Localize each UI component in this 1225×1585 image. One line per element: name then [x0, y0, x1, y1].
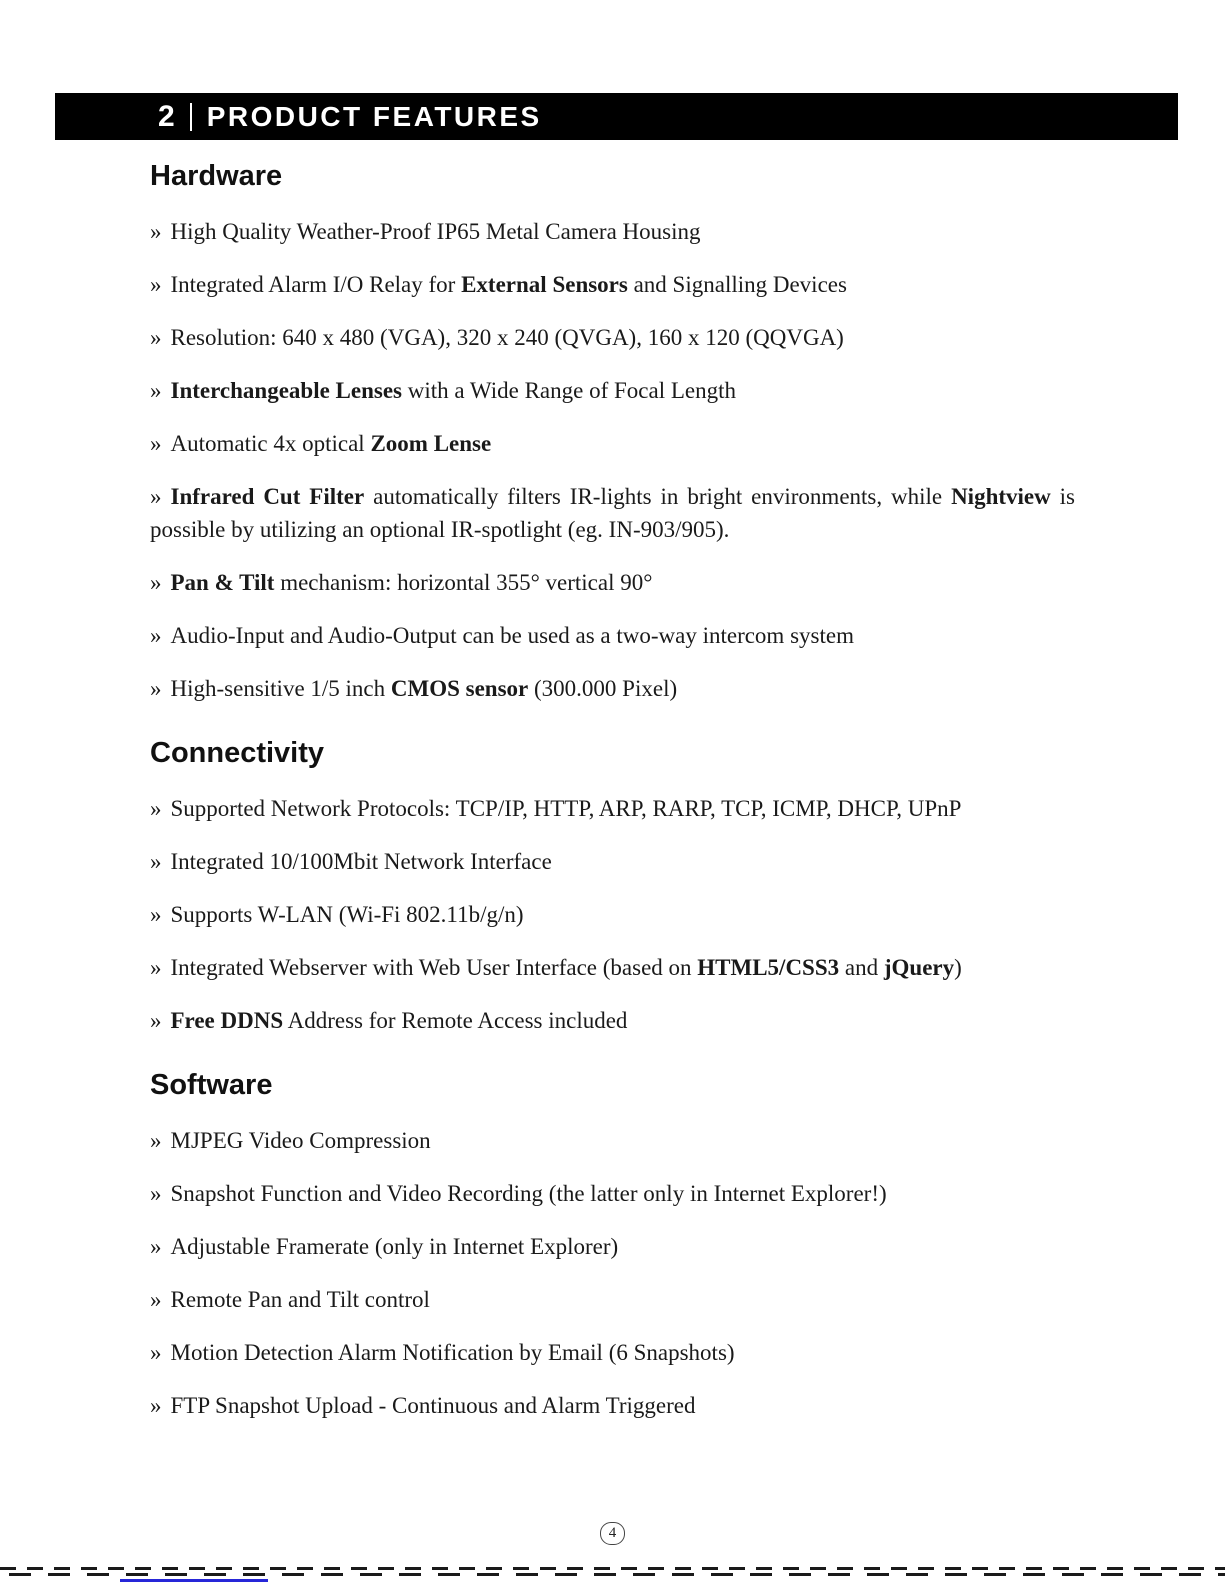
feature-text: (300.000 Pixel) [528, 676, 678, 701]
feature-item [150, 845, 1075, 878]
feature-text: Integrated Alarm I/O Relay for [170, 272, 462, 297]
feature-item [150, 1124, 1075, 1157]
feature-item [150, 427, 1075, 460]
bullet-icon: » [150, 1128, 162, 1153]
bullet-icon: » [150, 676, 162, 701]
bullet-icon: » [150, 1181, 162, 1206]
page-edge-dashes [0, 1573, 1225, 1576]
bullet-icon: » [150, 955, 162, 980]
feature-text: FTP Snapshot Upload - Continuous and Alarm Triggered [170, 1393, 696, 1418]
feature-text: Automatic 4x optical [170, 431, 371, 456]
bullet-icon: » [150, 378, 162, 403]
feature-item [150, 1336, 1075, 1369]
section-title: Connectivity [150, 737, 325, 769]
footer-link-underline [120, 1579, 268, 1582]
feature-item [150, 792, 1075, 825]
feature-text-bold: Interchangeable Lenses [170, 378, 402, 403]
feature-item [150, 951, 1075, 984]
feature-text-bold: CMOS sensor [390, 676, 529, 701]
feature-item [150, 1004, 1075, 1037]
page-edge-dashes [0, 1567, 1225, 1570]
bullet-icon: » [150, 902, 162, 927]
bullet-icon: » [150, 325, 162, 350]
bullet-icon: » [150, 1393, 162, 1418]
bullet-icon: » [150, 1287, 162, 1312]
feature-text: High Quality Weather-Proof IP65 Metal Camera Housing [170, 219, 701, 244]
feature-text: Integrated 10/100Mbit Network Interface [170, 849, 552, 874]
feature-text-bold: Zoom Lense [370, 431, 492, 456]
feature-item [150, 898, 1075, 931]
feature-text: Motion Detection Alarm Notification by Email (6 Snapshots) [170, 1340, 735, 1365]
feature-text: Address for Remote Access included [283, 1008, 628, 1033]
feature-text-bold: jQuery [883, 955, 955, 980]
feature-text: mechanism: horizontal 355° vertical 90° [274, 570, 653, 595]
bullet-icon: » [150, 796, 162, 821]
feature-text: Supports W-LAN (Wi-Fi 802.11b/g/n) [170, 902, 524, 927]
feature-item [150, 321, 1075, 354]
bullet-icon: » [150, 219, 162, 244]
feature-text-bold: External Sensors [461, 272, 628, 297]
page-footer [0, 1522, 1225, 1545]
bullet-icon: » [150, 431, 162, 456]
feature-text: Supported Network Protocols: TCP/IP, HTTP, ARP, RARP, TCP, ICMP, DHCP, UPnP [170, 796, 962, 821]
bullet-icon: » [150, 484, 162, 509]
feature-item [150, 1177, 1075, 1210]
feature-item [150, 215, 1075, 248]
feature-item [150, 672, 1075, 705]
section-software [150, 1069, 1075, 1422]
feature-item [150, 1389, 1075, 1422]
section-title: Hardware [150, 160, 283, 192]
feature-text: and [839, 955, 884, 980]
bullet-icon: » [150, 1008, 162, 1033]
bullet-icon: » [150, 272, 162, 297]
feature-text: automatically filters IR-lights in bright environments, while [364, 484, 952, 509]
feature-text-bold: HTML5/CSS3 [697, 955, 840, 980]
feature-text: MJPEG Video Compression [170, 1128, 431, 1153]
feature-text: Snapshot Function and Video Recording (the latter only in Internet Explorer!) [170, 1181, 887, 1206]
feature-text-bold: Free DDNS [170, 1008, 284, 1033]
feature-item [150, 1283, 1075, 1316]
feature-text: Adjustable Framerate (only in Internet Explorer) [170, 1234, 619, 1259]
bullet-icon: » [150, 849, 162, 874]
feature-text-bold: Infrared Cut Filter [170, 484, 365, 509]
feature-text: ) [954, 955, 962, 980]
bullet-icon: » [150, 570, 162, 595]
chapter-header-bar [55, 93, 1178, 140]
feature-text-bold: Nightview [951, 484, 1051, 509]
feature-item [150, 619, 1075, 652]
section-title: Software [150, 1069, 273, 1101]
section-connectivity [150, 737, 1075, 1037]
bullet-icon: » [150, 1234, 162, 1259]
feature-item [150, 480, 1075, 546]
header-divider [190, 103, 192, 131]
chapter-title: PRODUCT FEATURES [206, 100, 542, 132]
feature-text-bold: Pan & Tilt [170, 570, 275, 595]
page-number: 4 [600, 1522, 626, 1545]
feature-item [150, 374, 1075, 407]
feature-text: Audio-Input and Audio-Output can be used as a two-way intercom system [170, 623, 854, 648]
feature-item [150, 566, 1075, 599]
bullet-icon: » [150, 1340, 162, 1365]
feature-text: with a Wide Range of Focal Length [402, 378, 736, 403]
feature-text: High-sensitive 1/5 inch [170, 676, 391, 701]
feature-item [150, 268, 1075, 301]
section-hardware [150, 160, 1075, 705]
chapter-number: 2 [158, 99, 175, 133]
feature-text: Integrated Webserver with Web User Interface (based on [170, 955, 698, 980]
feature-text: Remote Pan and Tilt control [170, 1287, 430, 1312]
page-content [150, 150, 1075, 1454]
bullet-icon: » [150, 623, 162, 648]
feature-text: is possible by utilizing an optional IR-spotlight (eg. IN-903/905). [150, 484, 1075, 542]
feature-text: Resolution: 640 x 480 (VGA), 320 x 240 (QVGA), 160 x 120 (QQVGA) [170, 325, 844, 350]
feature-item [150, 1230, 1075, 1263]
feature-text: and Signalling Devices [627, 272, 847, 297]
